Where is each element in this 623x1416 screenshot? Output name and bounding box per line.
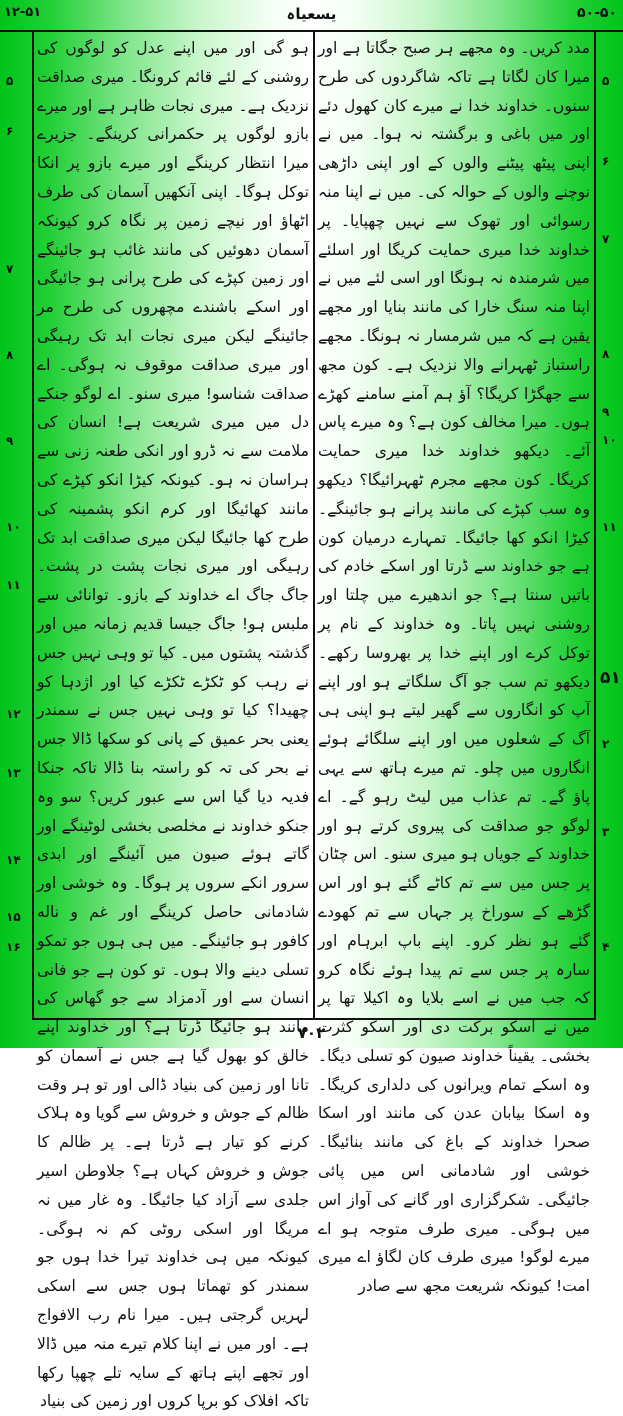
column-rule-right: [594, 32, 596, 1020]
verse-number: ۱۵: [6, 910, 21, 924]
verse-number: ۱۲: [6, 707, 21, 721]
verse-number: ۸: [6, 348, 14, 362]
verse-number: ۹: [602, 405, 610, 419]
header-chapter-range-right: ۵۰-۵۰: [577, 5, 617, 21]
verse-number: ۴: [602, 940, 610, 954]
verse-number: ۵: [6, 74, 14, 88]
verse-number: ۵: [602, 74, 610, 88]
verse-number: ۱۰: [6, 520, 21, 534]
verse-number: ۹: [6, 434, 14, 448]
verse-number: ۳: [602, 825, 610, 839]
verse-number: ۷: [6, 262, 14, 276]
verse-number: ۶: [6, 124, 14, 138]
text-column-right: مدد کریں۔ وہ مجھے ہر صبح جگاتا ہے اور میرا کان لگاتا ہے تاکہ شاگردوں کی طرح سنوں۔ خداوند خدا نے میرے کان کھول دئے اور میں باغی و برگشتہ نہ ہوا۔ میں نے اپنی پیٹھ پیٹنے والوں کے اور اپنی داڑھی نوچنے والوں کے حوالہ کی۔ میں نے اپنا منہ رسوائی اور تھوک سے نہیں چھپایا۔ پر خداوند خدا میری حمایت کریگا اور اسلئے میں شرمندہ نہ ہونگا اور اسی لئے میں نے اپنا منہ سنگ خارا کی مانند بنایا اور مجھے یقین ہے کہ میں شرمسار نہ ہونگا۔ مجھے راستباز ٹھہرانے والا نزدیک ہے۔ کون مجھ سے جھگڑا کریگا؟ آؤ ہم آمنے سامنے کھڑے ہوں۔ میرا مخالف کون ہے؟ وہ میرے پاس آئے۔ دیکھو خداوند خدا میری حمایت کریگا۔ کون مجھے مجرم ٹھہرائیگا؟ دیکھو وہ سب کپڑے کی مانند پرانے ہو جائینگے۔ کیڑا انکو کھا جائیگا۔ تمہارے درمیان کون ہے جو خداوند سے ڈرتا اور اسکے خادم کی باتیں سنتا ہے؟ جو اندھیرے میں چلتا اور روشنی نہیں پاتا۔ وہ خداوند کے نام پر توکل کرے اور اپنے خدا پر بھروسا رکھے۔ دیکھو تم سب جو آگ سلگاتے ہو اور اپنے آپ کو انگاروں سے گھیر لیتے ہو اپنی ہی آگ کے شعلوں میں اور اپنے سلگائے ہوئے انگاروں میں چلو۔ تم میرے ہاتھ سے یہی پاؤ گے۔ تم عذاب میں لیٹ رہو گے۔ اے لوگو جو صداقت کی پیروی کرتے ہو اور خداوند کے جویاں ہو میری سنو۔ اس چٹان پر جس میں سے تم کاٹے گئے ہو اور اس گڑھے کے سوراخ پر جہاں سے تم کھودے گئے ہو نظر کرو۔ اپنے باپ ابرہام اور سارہ پر جس سے تم پیدا ہوئے نگاہ کرو کہ جب میں نے اسے بلایا وہ اکیلا تھا پر میں نے اسکو برکت دی اور اسکو کثرت بخشی۔ یقیناً خداوند صیون کو تسلی دیگا۔ وہ اسکے تمام ویرانوں کی دلداری کریگا۔ وہ اسکا بیابان عدن کی مانند اور اسکا صحرا خداوند کے باغ کی مانند بنائیگا۔ خوشی اور شادمانی اس میں پائی جائیگی۔ شکرگزاری اور گانے کی آواز اس میں ہوگی۔ میری طرف متوجہ ہو اے میرے لوگو! میری طرف کان لگاؤ اے میری امت! کیونکہ شریعت مجھ سے صادر: [318, 39, 590, 1296]
verse-number: ۶: [602, 154, 610, 168]
verse-number: ۷: [602, 232, 610, 246]
verse-number: ۲: [602, 737, 610, 751]
text-column-left: ہو گی اور میں اپنے عدل کو لوگوں کی روشنی کے لئے قائم کرونگا۔ میری صداقت نزدیک ہے۔ میری نجات ظاہر ہے اور میرے بازو لوگوں پر حکمرانی کرینگے۔ جزیرے میرا انتظار کرینگے اور میرے بازو پر انکا توکل ہوگا۔ اپنی آنکھیں آسمان کی طرف اٹھاؤ اور نیچے زمین پر نگاہ کرو کیونکہ آسمان دھوئیں کی مانند غائب ہو جائینگے اور زمین کپڑے کی طرح پرانی ہو جائیگی اور اسکے باشندے مچھروں کی طرح مر جائینگے لیکن میری نجات ابد تک رہیگی اور میری صداقت موقوف نہ ہوگی۔ اے صداقت شناسو! میری سنو۔ اے لوگو جنکے دل میں میری شریعت ہے! انسان کی ملامت سے نہ ڈرو اور انکی طعنہ زنی سے ہراسان نہ ہو۔ کیونکہ کیڑا انکو کپڑے کی مانند کھائیگا اور کرم انکو پشمینہ کی طرح کھا جائیگا لیکن میری صداقت ابد تک رہیگی اور میری نجات پشت در پشت۔ جاگ جاگ اے خداوند کے بازو۔ توانائی سے ملبس ہو! جاگ جیسا قدیم زمانہ میں اور گذشتہ پشتوں میں۔ کیا تو وہی نہیں جس نے رہب کو ٹکڑے ٹکڑے کیا اور اژدہا کو چھیدا؟ کیا تو وہی نہیں جس نے سمندر یعنی بحر عمیق کے پانی کو سکھا ڈالا جس نے بحر کی تہ کو راستہ بنا ڈالا تاکہ جنکا فدیہ دیا گیا اس سے عبور کریں؟ سو وہ جنکو خداوند نے مخلصی بخشی لوٹینگے اور گاتے ہوئے صیون میں آئینگے اور ابدی سرور انکے سروں پر ہوگا۔ وہ خوشی اور شادمانی حاصل کرینگے اور غم و ناله کافور ہو جائینگے۔ میں ہی ہوں جو تمکو تسلی دینے والا ہوں۔ تو کون ہے جو فانی انسان سے اور آدمزاد سے جو گھاس کی مانند ہو جائیگا ڈرتا ہے؟ اور خداوند اپنے خالق کو بھول گیا ہے جس نے آسمان کو تانا اور زمین کی بنیاد ڈالی اور تو ہر وقت ظالم کے جوش و خروش سے گویا وہ ہلاک کرنے کو تیار ہے ڈرتا ہے۔ پر ظالم کا جوش و خروش کہاں ہے؟ جلاوطن اسیر جلدی سے آزاد کیا جائیگا۔ وہ غار میں نہ مریگا اور اسکی روٹی کم نہ ہوگی۔ کیونکہ میں ہی خداوند تیرا خدا ہوں جو سمندر کو تھماتا ہوں جس سے اسکی لہریں گرجتی ہیں۔ میرا نام رب الافواج ہے۔ اور میں نے اپنا کلام تیرے منہ میں ڈالا اور تجھے اپنے ہاتھ کے سایہ تلے چھپا رکھا تاکہ افلاک کو برپا کروں اور زمین کی بنیاد: [37, 39, 309, 1411]
verse-number: ۱۳: [6, 766, 21, 780]
book-title: یسعیاہ: [286, 5, 337, 23]
column-rule-middle: [313, 32, 315, 1020]
verse-number: ۸: [602, 347, 610, 361]
verse-number: ۱۰: [602, 433, 617, 447]
verse-number: ۱۱: [602, 520, 617, 534]
verse-number: ۱۱: [6, 578, 21, 592]
column-rule-left: [32, 32, 34, 1020]
header-chapter-range-left: ۱۲-۵۱: [4, 5, 42, 20]
page-header: [0, 0, 623, 32]
page-number: ۷۰۲: [297, 1024, 326, 1042]
chapter-marker: ۵۱: [600, 668, 621, 688]
verse-number: ۱۴: [6, 853, 21, 867]
verse-number: ۱۶: [6, 940, 21, 954]
